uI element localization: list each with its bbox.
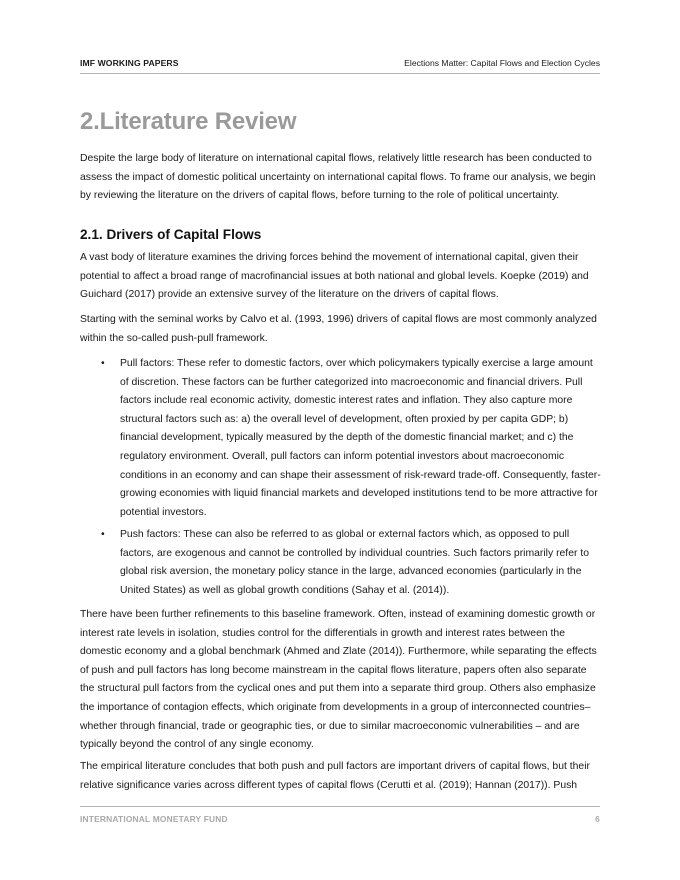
running-header: [80, 58, 600, 72]
body-paragraph: A vast body of literature examines the driving forces behind the movement of international capital, given their potential to affect a broad range of macrofinancial issues at both national and global levels. Koepke (2019) and Guichard (2017) provide an extensive survey of the literature on the drivers of capital flows.: [80, 252, 589, 301]
subsection-title: 2.1. Drivers of Capital Flows: [80, 227, 262, 242]
publisher-label: INTERNATIONAL MONETARY FUND: [80, 814, 228, 824]
body-paragraph: Starting with the seminal works by Calvo et al. (1993, 1996) drivers of capital flows are most commonly analyzed within the so-called push-pull framework.: [80, 314, 597, 344]
body-paragraph: There have been further refinements to this baseline framework. Often, instead of examining domestic growth or interest rate levels in isolation, studies control for the differentials in growth and interest rates between the domestic economy and a global benchmark (Ahmed and Zlate (2014)). Furthermore, while separating the effects of push and pull factors has long become mainstream in the capital flows literature, papers often also separate the structural pull factors from the cyclical ones and put them into a separate third group. Others also emphasize the importance of contagion effects, which originate from developments in a group of interconnected countries– whether through financial, trade or geographic ties, or due to similar macroeconomic vulnerabilities – and are typically beyond the control of any single economy.: [80, 609, 597, 751]
bullet-icon: •: [101, 358, 105, 369]
list-item-text: Pull factors: These refer to domestic factors, over which policymakers typically exercise a large amount of discretion. These factors can be further categorized into macroeconomic and financial drivers. Pull factors include real economic activity, domestic interest rates and inflation. They also capture more structural factors such as: a) the overall level of development, often proxied by per capita GDP; b) financial development, typically measured by the depth of the domestic financial market; and c) the regulatory environment. Overall, pull factors can inform potential investors about macroeconomic conditions in an economy and can shape their assessment of risk-reward trade-off. Consequently, faster-growing economies with liquid financial markets and developed institutions tend to be more attractive for potential investors.: [120, 358, 601, 518]
page-number: 6: [595, 814, 600, 824]
intro-paragraph: Despite the large body of literature on international capital flows, relatively little research has been conducted to assess the impact of domestic political uncertainty on international capital flows. To frame our analysis, we begin by reviewing the literature on the drivers of capital flows, before turning to the role of political uncertainty.: [80, 153, 596, 202]
list-item-text: Push factors: These can also be referred to as global or external factors which, as opposed to pull factors, are exogenous and cannot be controlled by individual countries. Such factors primarily refer to global risk aversion, the monetary policy stance in the large, advanced economies (particularly in the United States) as well as global growth conditions (Sahay et al. (2014)).: [120, 529, 589, 596]
body-paragraph: The empirical literature concludes that both push and pull factors are important drivers of capital flows, but their relative significance varies across different types of capital flows (Cerutti et al. (2019); Hannan (2017)). Push: [80, 761, 590, 791]
series-label: IMF WORKING PAPERS: [80, 58, 179, 68]
page-footer: [80, 814, 600, 824]
header-rule: [80, 73, 600, 74]
footer-rule: [80, 806, 600, 807]
section-title: 2.Literature Review: [80, 108, 297, 135]
bullet-icon: •: [101, 529, 105, 540]
running-title: Elections Matter: Capital Flows and Election Cycles: [404, 58, 600, 68]
